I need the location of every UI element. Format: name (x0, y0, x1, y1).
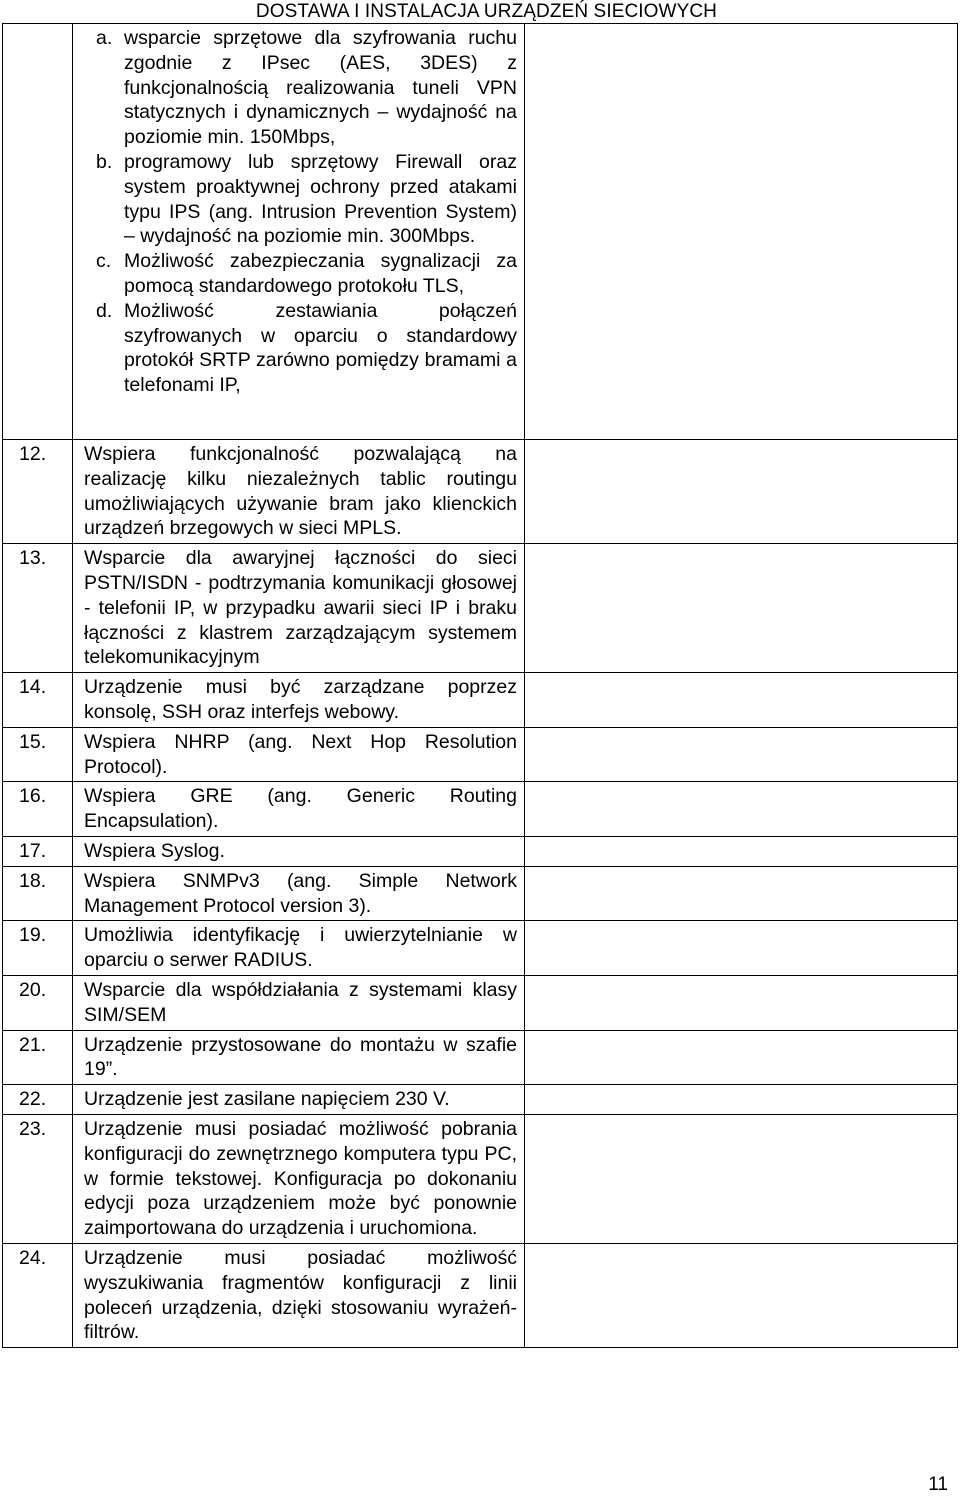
row-number: 24. (19, 1246, 47, 1269)
row-number: 16. (19, 785, 47, 808)
row-number: 15. (19, 730, 47, 753)
row-description: Wspiera NHRP (ang. Next Hop Resolution Protocol). (84, 730, 517, 778)
number-cell (3, 1114, 73, 1243)
table-row (3, 544, 958, 673)
description-cell (73, 440, 525, 544)
description-cell (73, 727, 525, 782)
sub-item-letter: c. (96, 250, 112, 273)
row-number: 20. (19, 978, 47, 1001)
description-cell (73, 673, 525, 728)
table-row (3, 1085, 958, 1115)
table-row (3, 975, 958, 1030)
sub-item-text: programowy lub sprzętowy Firewall oraz system proaktywnej ochrony przed atakami typu IPS (ang. Intrusion Prevention System) – wydajność na poziomie min. 300Mbps. (124, 150, 517, 248)
number-cell (3, 975, 73, 1030)
table-row (3, 1030, 958, 1085)
row-number: 21. (19, 1033, 47, 1056)
description-cell (73, 1114, 525, 1243)
description-cell (73, 544, 525, 673)
row-description: Wspiera funkcjonalność pozwalającą na realizację kilku niezależnych tablic routingu umożliwiających używanie bram jako klienckich urządzeń brzegowych w sieci MPLS. (84, 443, 517, 540)
sub-item (96, 249, 517, 299)
table-row (3, 782, 958, 837)
row-description: Urządzenie musi posiadać możliwość wyszukiwania fragmentów konfiguracji z linii poleceń urządzenia, dzięki stosowaniu wyrażeń-filtrów. (84, 1246, 517, 1344)
blank-cell (525, 544, 958, 673)
page-number: 11 (928, 1474, 948, 1495)
row-description: Wspiera SNMPv3 (ang. Simple Network Management Protocol version 3). (84, 869, 517, 917)
row-number: 22. (19, 1088, 47, 1111)
number-cell (3, 727, 73, 782)
sub-item (96, 150, 517, 249)
number-cell (3, 866, 73, 921)
row-number: 18. (19, 869, 47, 892)
blank-cell (525, 1085, 958, 1115)
blank-cell (525, 24, 958, 440)
number-cell (3, 921, 73, 976)
table-row (3, 836, 958, 866)
requirements-table (2, 23, 958, 1348)
description-cell (73, 866, 525, 921)
row-description: Wsparcie dla współdziałania z systemami klasy SIM/SEM (84, 978, 517, 1026)
table-row (3, 727, 958, 782)
blank-cell (525, 1030, 958, 1085)
row-description: Urządzenie jest zasilane napięciem 230 V. (84, 1088, 450, 1111)
table-row (3, 440, 958, 544)
row-number: 17. (19, 839, 47, 862)
blank-cell (525, 1243, 958, 1347)
description-cell (73, 1030, 525, 1085)
table-row (3, 921, 958, 976)
row-description: Wspiera Syslog. (84, 839, 225, 862)
description-cell (73, 921, 525, 976)
number-cell (3, 673, 73, 728)
blank-cell (525, 1114, 958, 1243)
blank-cell (525, 440, 958, 544)
sub-item (96, 299, 517, 398)
row-description: Urządzenie musi posiadać możliwość pobrania konfiguracji do zewnętrznego komputera typu PC, w formie tekstowej. Konfiguracja po dokonaniu edycji poza urządzeniem może być ponownie zaimportowana do urządzenia i uruchomiona. (84, 1117, 517, 1240)
table-row (3, 866, 958, 921)
row-description: Umożliwia identyfikację i uwierzytelnianie w oparciu o serwer RADIUS. (84, 924, 517, 972)
number-cell (3, 440, 73, 544)
table-row (3, 1243, 958, 1347)
description-cell (73, 1243, 525, 1347)
description-cell (73, 975, 525, 1030)
sub-item-text: Możliwość zestawiania połączeń szyfrowanych w oparciu o standardowy protokół SRTP zarówno pomiędzy bramami a telefonami IP, (124, 299, 517, 397)
sub-item-letter: b. (96, 150, 113, 173)
table-row (3, 1114, 958, 1243)
number-cell (3, 836, 73, 866)
row-number: 13. (19, 547, 47, 570)
row-number: 12. (19, 443, 47, 465)
page-header: DOSTAWA I INSTALACJA URZĄDZEŃ SIECIOWYCH (255, 1, 717, 22)
number-cell (3, 782, 73, 837)
description-cell (73, 24, 525, 440)
sub-item-text: Możliwość zabezpieczania sygnalizacji za pomocą standardowego protokołu TLS, (124, 250, 517, 297)
description-cell (73, 782, 525, 837)
row-description: Wspiera GRE (ang. Generic Routing Encapsulation). (84, 785, 517, 833)
number-cell (3, 544, 73, 673)
row-number: 23. (19, 1117, 47, 1140)
description-cell (73, 1085, 525, 1115)
blank-cell (525, 921, 958, 976)
row-number: 14. (19, 676, 47, 699)
number-cell (3, 1030, 73, 1085)
blank-cell (525, 836, 958, 866)
description-cell (73, 836, 525, 866)
blank-cell (525, 975, 958, 1030)
number-cell (3, 1243, 73, 1347)
table-row (3, 24, 958, 440)
row-description: Wsparcie dla awaryjnej łączności do sieci PSTN/ISDN - podtrzymania komunikacji głosowej - telefonii IP, w przypadku awarii sieci IP i braku łączności z klastrem zarządzającym systemem telekomunikacyjnym (84, 547, 517, 669)
sub-item-text: wsparcie sprzętowe dla szyfrowania ruchu zgodnie z IPsec (AES, 3DES) z funkcjonalnością realizowania tuneli VPN statycznych i dynamicznych – wydajność na poziomie min. 150Mbps, (124, 27, 517, 149)
sub-item-letter: d. (96, 299, 113, 322)
table-row (3, 673, 958, 728)
blank-cell (525, 673, 958, 728)
sub-item (96, 26, 517, 150)
row-description: Urządzenie przystosowane do montażu w szafie 19”. (84, 1033, 517, 1081)
blank-cell (525, 782, 958, 837)
number-cell (3, 1085, 73, 1115)
row-description: Urządzenie musi być zarządzane poprzez konsolę, SSH oraz interfejs webowy. (84, 676, 517, 723)
sub-item-letter: a. (96, 27, 113, 49)
blank-cell (525, 866, 958, 921)
number-cell (3, 24, 73, 440)
row-number: 19. (19, 924, 47, 947)
blank-cell (525, 727, 958, 782)
